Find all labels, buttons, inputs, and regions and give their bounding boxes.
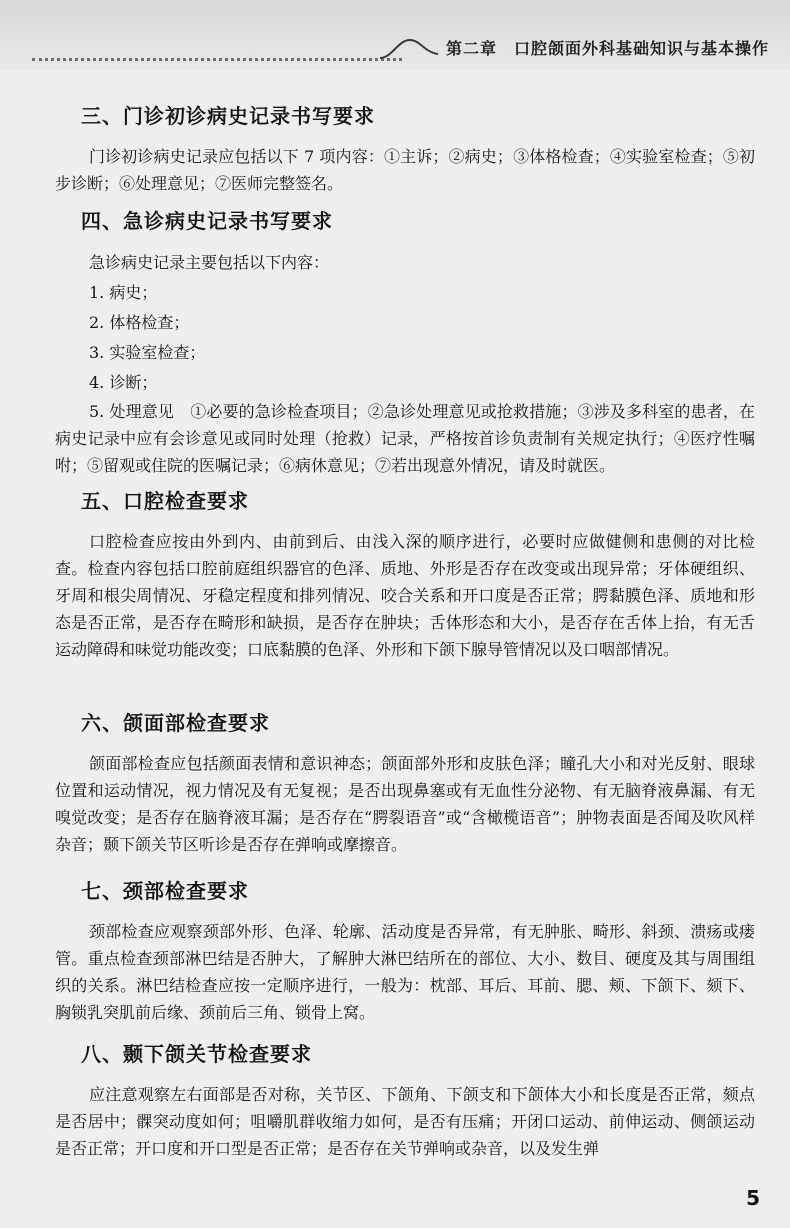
- section-emergency-record: [55, 205, 755, 479]
- section-outpatient-record: [55, 100, 755, 197]
- section-neck-exam: [55, 875, 755, 1026]
- section-body: 门诊初诊病史记录应包括以下 7 项内容：①主诉；②病史；③体格检查；④实验室检查；⑤初步诊断；⑥处理意见；⑦医师完整签名。: [55, 147, 755, 193]
- header-wave-ornament: [380, 36, 440, 62]
- section-tmj-exam: [55, 1038, 755, 1162]
- list-item: 1. 病史；: [89, 283, 158, 302]
- section-maxillofacial-exam: [55, 707, 755, 858]
- section-heading: 六、颌面部检查要求: [81, 711, 270, 735]
- list-item: 2. 体格检查；: [89, 313, 190, 332]
- section-heading: 五、口腔检查要求: [81, 489, 249, 513]
- page-number: 5: [746, 1186, 760, 1210]
- section-intro: 急诊病史记录主要包括以下内容：: [89, 253, 330, 272]
- section-oral-exam: [55, 485, 755, 663]
- running-header: [0, 0, 790, 70]
- section-body: 口腔检查应按由外到内、由前到后、由浅入深的顺序进行，必要时应做健侧和患侧的对比检查。检查内容包括口腔前庭组织器官的色泽、质地、外形是否存在改变或出现异常；牙体硬组织、牙周和根尖周情况、牙稳定程度和排列情况、咬合关系和开口度是否正常；腭黏膜色泽、质地和形态是否正常，是否存在畸形和缺损，是否存在肿块；舌体形态和大小，是否存在舌体上抬，有无舌运动障碍和味觉功能改变；口底黏膜的色泽、外形和下颌下腺导管情况以及口咽部情况。: [55, 532, 755, 659]
- section-body: 应注意观察左右面部是否对称，关节区、下颌角、下颌支和下颌体大小和长度是否正常，颏点是否居中；髁突动度如何；咀嚼肌群收缩力如何，是否有压痛；开闭口运动、前伸运动、侧颌运动是否正常；开口度和开口型是否正常；是否存在关节弹响或杂音，以及发生弹: [55, 1085, 755, 1158]
- section-body: 颈部检查应观察颈部外形、色泽、轮廓、活动度是否异常，有无肿胀、畸形、斜颈、溃疡或瘘管。重点检查颈部淋巴结是否肿大，了解肿大淋巴结所在的部位、大小、数目、硬度及其与周围组织的关系。淋巴结检查应按一定顺序进行，一般为：枕部、耳后、耳前、腮、颊、下颌下、颏下、胸锁乳突肌前后缘、颈前后三角、锁骨上窝。: [55, 922, 755, 1022]
- section-body: 颌面部检查应包括颜面表情和意识神态；颌面部外形和皮肤色泽；瞳孔大小和对光反射、眼球位置和运动情况，视力情况及有无复视；是否出现鼻塞或有无血性分泌物、有无脑脊液鼻漏、有无嗅觉改变；是否存在脑脊液耳漏；是否存在“腭裂语音”或“含橄榄语音”；肿物表面是否闻及吹风样杂音；颞下颌关节区听诊是否存在弹响或摩擦音。: [55, 754, 755, 854]
- list-item: 4. 诊断；: [89, 373, 158, 392]
- header-dotted-rule: [32, 58, 402, 61]
- section-heading: 七、颈部检查要求: [81, 879, 249, 903]
- section-heading: 八、颞下颌关节检查要求: [81, 1042, 312, 1066]
- chapter-title: 第二章 口腔颌面外科基础知识与基本操作: [446, 39, 770, 58]
- section-heading: 三、门诊初诊病史记录书写要求: [81, 104, 375, 128]
- section-heading: 四、急诊病史记录书写要求: [81, 209, 333, 233]
- list-item: 5. 处理意见 ①必要的急诊检查项目；②急诊处理意见或抢救措施；③涉及多科室的患者，在病史记录中应有会诊意见或同时处理（抢救）记录，严格按首诊负责制有关规定执行；④医疗性嘱咐；⑤留观或住院的医嘱记录；⑥病休意见；⑦若出现意外情况，请及时就医。: [55, 402, 755, 475]
- list-item: 3. 实验室检查；: [89, 343, 206, 362]
